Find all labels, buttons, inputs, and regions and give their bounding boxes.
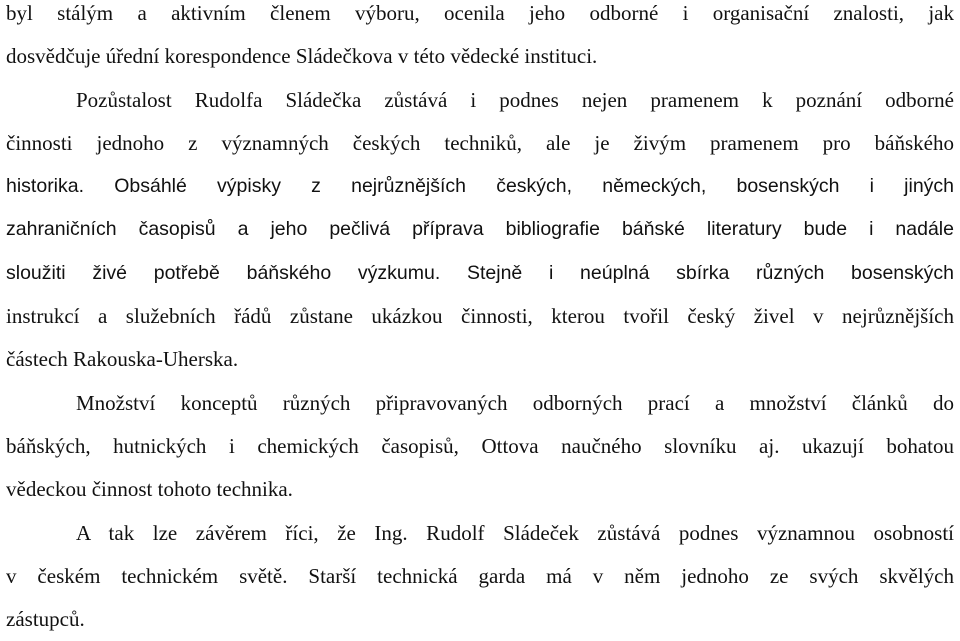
text-line: vědeckou činnost tohoto technika.: [6, 477, 293, 502]
paragraph-4: [6, 512, 954, 641]
paragraph-3: [6, 382, 954, 512]
text-span: historika.: [6, 175, 85, 198]
paragraph-1: [6, 0, 954, 79]
text-line: A tak lze závěrem říci, že Ing. Rudolf Sládeček zůstává podnes významnou osobností: [76, 520, 954, 545]
text-line: částech Rakouska-Uherska.: [6, 347, 239, 372]
document-page: [6, 0, 954, 641]
text-line: v českém technickém světě. Starší technická garda má v něm jednoho ze svých skvělých: [6, 563, 954, 588]
text-span: Stejně i neúplná sbírka různých bosenských: [466, 261, 954, 284]
text-line: Pozůstalost Rudolfa Sládečka zůstává i podnes nejen pramenem k poznání odborné: [76, 87, 954, 112]
text-line: [6, 165, 954, 208]
paragraph-2: [6, 79, 954, 382]
text-line: zahraničních časopisů a jeho pečlivá příprava bibliografie báňské literatury bude i nadále: [6, 218, 954, 241]
text-line: Množství konceptů různých připravovaných odborných prací a množství článků do: [76, 390, 954, 415]
text-span: Obsáhlé výpisky z nejrůznějších českých, německých, bosenských i jiných: [114, 175, 954, 198]
text-line: [6, 252, 954, 295]
text-line: zástupců.: [6, 607, 85, 632]
text-line: byl stálým a aktivním členem výboru, ocenila jeho odborné i organisační znalosti, jak: [6, 1, 954, 25]
text-line: činnosti jednoho z významných českých techniků, ale je živým pramenem pro báňského: [6, 130, 954, 155]
text-span: sloužiti živé potřebě báňského výzkumu.: [6, 261, 441, 284]
text-line: báňských, hutnických i chemických časopisů, Ottova naučného slovníku aj. ukazují bohatou: [6, 433, 954, 458]
text-line: dosvědčuje úřední korespondence Sládečkova v této vědecké instituci.: [6, 44, 598, 69]
text-line: instrukcí a služebních řádů zůstane ukázkou činnosti, kterou tvořil český živel v nejrůznějších: [6, 304, 954, 329]
